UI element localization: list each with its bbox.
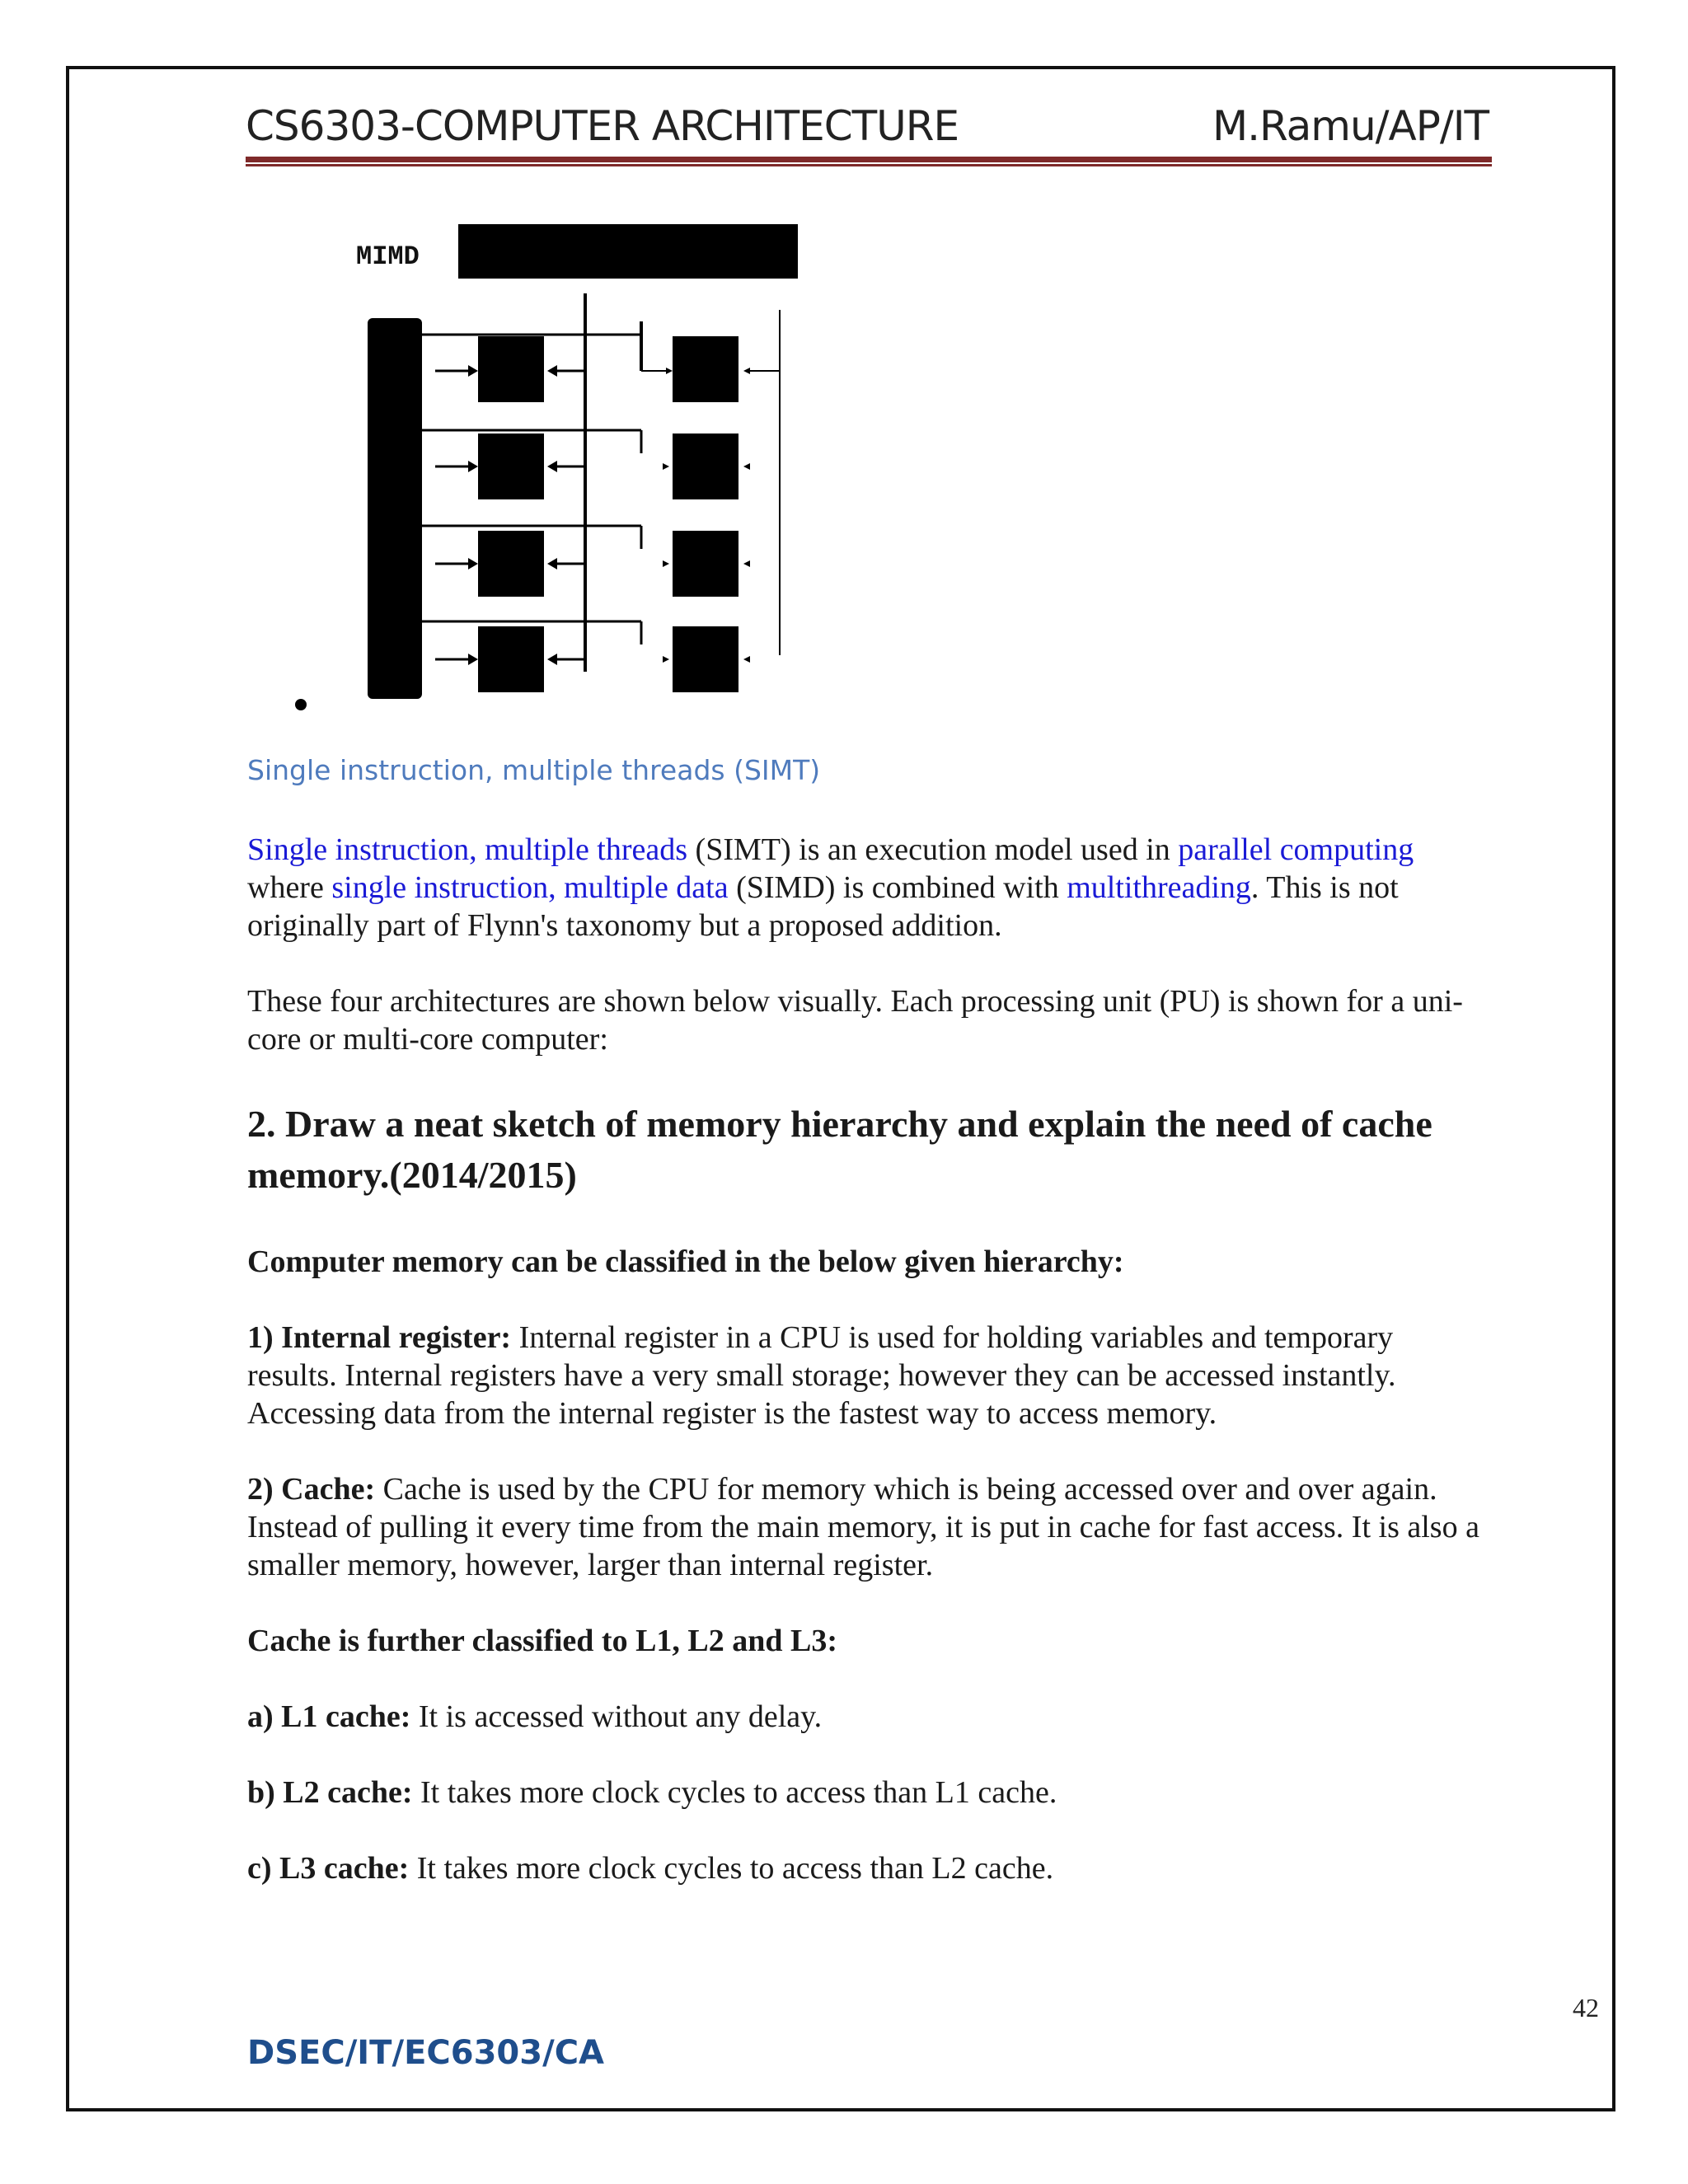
link-simd[interactable]: single instruction, multiple data (331, 870, 729, 905)
l1-label: a) L1 cache: (247, 1699, 411, 1734)
header-rule (246, 157, 1492, 162)
header-author: M.Ramu/AP/IT (1212, 102, 1489, 150)
l1-cache-paragraph: a) L1 cache: It is accessed without any delay. (247, 1699, 823, 1734)
cache-classified-heading: Cache is further classified to L1, L2 and L3: (247, 1624, 838, 1658)
page-header (246, 97, 1489, 157)
l3-label: c) L3 cache: (247, 1851, 410, 1886)
simt-paragraph: Single instruction, multiple threads (SIMT) is an execution model used in parallel computing where single instruction, multiple data (SIMD) is combined with multithreading. This is not originally part of Flynn's taxonomy but a proposed addition. (247, 832, 1414, 943)
simt-heading: Single instruction, multiple threads (SIMT) (247, 754, 821, 786)
header-rule-thin (246, 164, 1492, 166)
internal-register-label: 1) Internal register: (247, 1320, 512, 1355)
link-simt[interactable]: Single instruction, multiple threads (247, 832, 688, 867)
mimd-label: MIMD (356, 241, 420, 272)
link-parallel-computing[interactable]: parallel computing (1178, 832, 1414, 867)
mimd-diagram (346, 214, 808, 709)
link-multithreading[interactable]: multithreading (1067, 870, 1251, 905)
classified-heading: Computer memory can be classified in the below given hierarchy: (247, 1244, 1124, 1279)
internal-register-paragraph: 1) Internal register: Internal register in a CPU is used for holding variables and temporary results. Internal registers have a very small storage; however they can be accessed instantly. Accessing data from the internal register is the fastest way to access memory. (247, 1320, 1396, 1431)
data-pool (368, 318, 422, 699)
architectures-paragraph: These four architectures are shown below visually. Each processing unit (PU) is shown for a uni-core or multi-core computer: (247, 984, 1463, 1057)
bullet-point (295, 699, 307, 710)
l2-label: b) L2 cache: (247, 1775, 413, 1810)
cache-label: 2) Cache: (247, 1472, 376, 1507)
processor-row (422, 335, 780, 402)
l2-cache-paragraph: b) L2 cache: It takes more clock cycles to access than L1 cache. (247, 1775, 1057, 1810)
page-footer: DSEC/IT/EC6303/CA (247, 2034, 605, 2072)
cache-paragraph: 2) Cache: Cache is used by the CPU for memory which is being accessed over and over again. Instead of pulling it every time from the main memory, it is put in cache for fast access. It is also a smaller memory, however, larger than internal register. (247, 1472, 1479, 1582)
page-number: 42 (1573, 1993, 1599, 2022)
question-heading: 2. Draw a neat sketch of memory hierarchy and explain the need of cache memory.(2014/2015) (247, 1103, 1432, 1196)
instruction-pool (458, 224, 798, 279)
header-title: CS6303-COMPUTER ARCHITECTURE (246, 102, 959, 150)
l3-cache-paragraph: c) L3 cache: It takes more clock cycles to access than L2 cache. (247, 1851, 1054, 1886)
processor-rows (422, 335, 780, 692)
